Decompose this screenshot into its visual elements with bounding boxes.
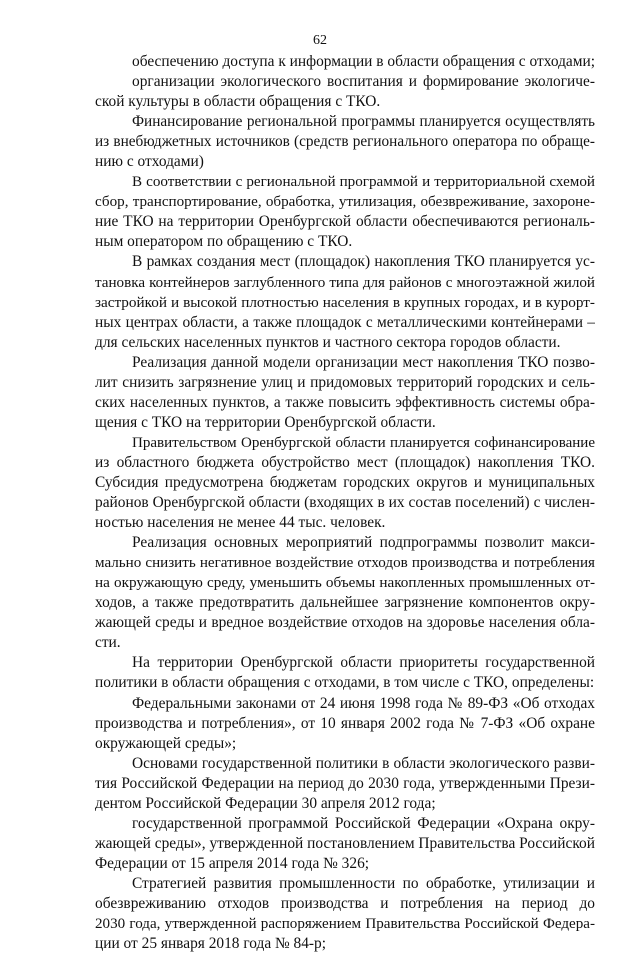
text-line: политики в области обращения с отходами, в том числе с ТКО, определены: (95, 674, 595, 692)
text-line: ние ТКО на территории Оренбургской области обеспечиваются региональ- (95, 213, 595, 231)
text-line: для сельских населенных пунктов и частного сектора городов области. (95, 333, 561, 351)
text-line: лит снизить загрязнение улиц и придомовых территорий городских и сель- (95, 373, 595, 391)
page-number: 62 (313, 33, 327, 48)
text-line: ных центрах области, а также площадок с металлическими контейнерами – (95, 313, 595, 331)
text-line: на окружающую среду, уменьшить объемы накопленных промышленных от- (95, 574, 595, 592)
text-line: Реализация данной модели организации мест накопления ТКО позво- (132, 353, 595, 371)
text-line: организации экологического воспитания и формирование экологиче- (132, 73, 595, 91)
text-line: обезвреживанию отходов производства и потребления на период до (95, 894, 595, 912)
text-line: щения с ТКО на территории Оренбургской области. (95, 413, 436, 431)
text-line: производства и потребления», от 10 января 2002 года № 7-ФЗ «Об охране (95, 714, 595, 732)
text-line: государственной программой Российской Федерации «Охрана окру- (132, 814, 595, 832)
text-line: сти. (95, 634, 121, 652)
text-line: застройкой и высокой плотностью населения в крупных городах, и в курорт- (95, 293, 595, 311)
body-text (95, 52, 595, 954)
text-line: сбор, транспортирование, обработка, утилизация, обезвреживание, захороне- (95, 194, 595, 211)
text-line: из областного бюджета обустройство мест (площадок) накопления ТКО. (95, 453, 595, 471)
text-line: дентом Российской Федерации 30 апреля 2012 года; (95, 794, 436, 812)
text-line: жающей среды и вредное воздействие отходов на здоровье населения обла- (95, 614, 595, 632)
text-line: тия Российской Федерации на период до 2030 года, утвержденными Прези- (95, 774, 595, 792)
text-line: жающей среды», утвержденной постановлением Правительства Российской (95, 834, 595, 852)
text-line: мально снизить негативное воздействие отходов производства и потребления (95, 555, 595, 572)
text-line: окружающей среды»; (95, 734, 237, 752)
text-line: ходов, а также предотвратить дальнейшее загрязнение компонентов окру- (95, 594, 595, 612)
text-line: нию с отходами) (95, 153, 204, 171)
text-line: Основами государственной политики в области экологического разви- (132, 754, 595, 772)
text-line: ской культуры в области обращения с ТКО. (95, 93, 381, 111)
text-line: Субсидия предусмотрена бюджетам городских округов и муниципальных (95, 473, 595, 491)
text-line: Федеральными законами от 24 июня 1998 года № 89-ФЗ «Об отходах (132, 694, 595, 712)
text-line: Финансирование региональной программы планируется осуществлять (132, 113, 595, 131)
text-line: 2030 года, утвержденной распоряжением Правительства Российской Федера- (95, 916, 595, 933)
text-line: Стратегией развития промышленности по обработке, утилизации и (132, 874, 595, 892)
text-line: из внебюджетных источников (средств регионального оператора по обраще- (95, 133, 595, 151)
text-line: обеспечению доступа к информации в области обращения с отходами; (132, 53, 595, 70)
text-line: В рамках создания мест (площадок) накопления ТКО планируется ус- (132, 253, 595, 271)
text-line: В соответствии с региональной программой и территориальной схемой (132, 174, 595, 191)
text-line: ции от 25 января 2018 года № 84-р; (95, 935, 327, 953)
text-line: На территории Оренбургской области приоритеты государственной (132, 654, 595, 672)
text-line: ностью населения не менее 44 тыс. человек. (95, 514, 386, 532)
text-line: Федерации от 15 апреля 2014 года № 326; (95, 854, 370, 872)
text-line: ным оператором по обращению с ТКО. (95, 233, 353, 251)
text-line: ских населенных пунктов, а также повысить эффективность системы обра- (95, 393, 595, 411)
text-line: тановка контейнеров заглубленного типа для районов с многоэтажной жилой (95, 274, 595, 291)
text-line: Правительством Оренбургской области планируется софинансирование (132, 434, 595, 451)
text-line: районов Оренбургской области (входящих в их состав поселений) с числен- (95, 494, 595, 512)
text-line: Реализация основных мероприятий подпрограммы позволит макси- (132, 534, 595, 552)
